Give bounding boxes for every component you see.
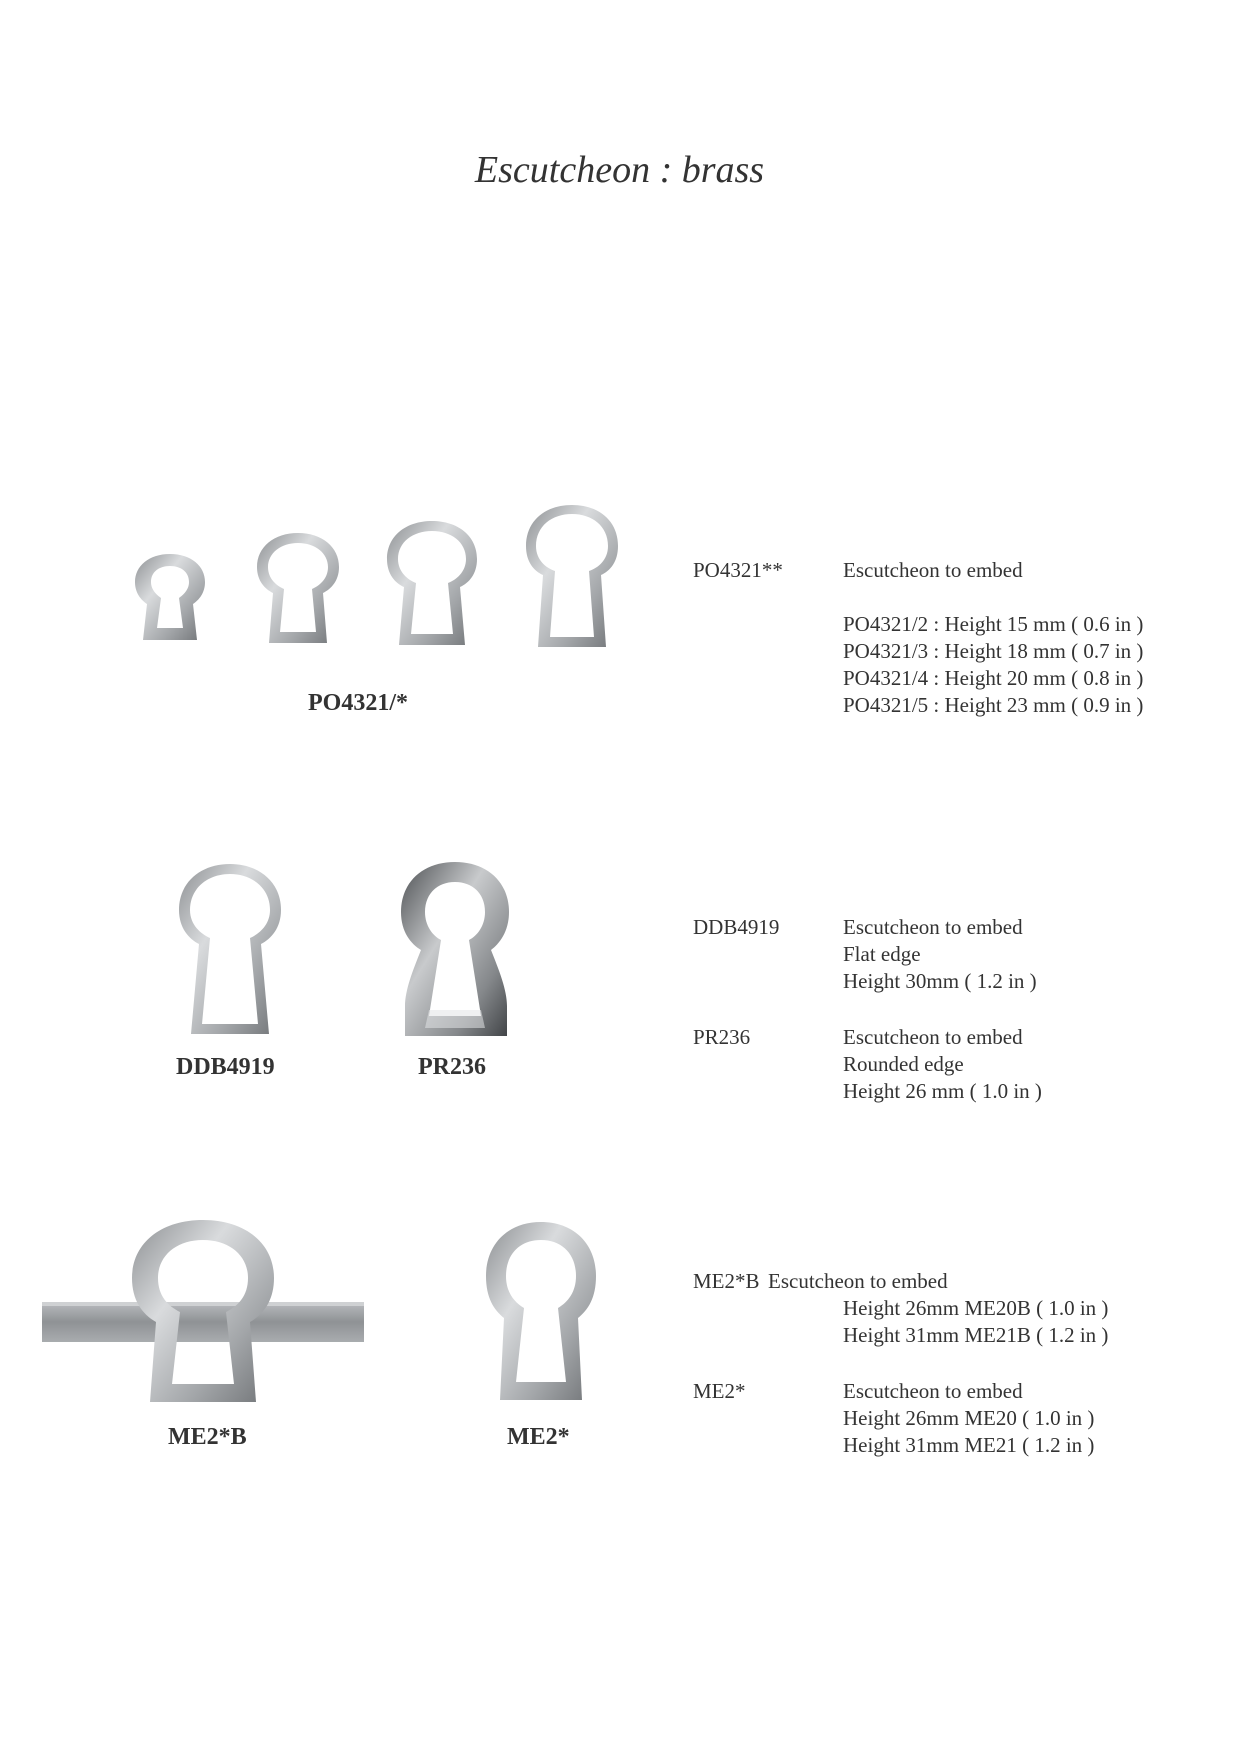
me2b-code: ME2*B bbox=[693, 1269, 760, 1293]
ddb4919-caption: DDB4919 bbox=[176, 1054, 275, 1080]
ddb4919-line-3: Height 30mm ( 1.2 in ) bbox=[843, 969, 1037, 993]
po4321-line-3: PO4321/3 : Height 18 mm ( 0.7 in ) bbox=[843, 639, 1144, 663]
po4321-size3-image bbox=[255, 531, 341, 645]
me2-image bbox=[484, 1220, 598, 1402]
me2b-line-2: Height 31mm ME21B ( 1.2 in ) bbox=[843, 1323, 1109, 1347]
po4321-size4-image bbox=[385, 519, 479, 647]
po4321-size5-image bbox=[524, 503, 620, 649]
pr236-line-1: Escutcheon to embed bbox=[843, 1025, 1023, 1049]
pr236-line-3: Height 26 mm ( 1.0 in ) bbox=[843, 1079, 1042, 1103]
me2b-caption: ME2*B bbox=[168, 1424, 247, 1450]
po4321-line-2: PO4321/2 : Height 15 mm ( 0.6 in ) bbox=[843, 612, 1144, 636]
ddb4919-line-1: Escutcheon to embed bbox=[843, 915, 1023, 939]
po4321-line-1: Escutcheon to embed bbox=[843, 558, 1023, 582]
me2b-image bbox=[42, 1218, 364, 1404]
po4321-line-4: PO4321/4 : Height 20 mm ( 0.8 in ) bbox=[843, 666, 1144, 690]
pr236-code: PR236 bbox=[693, 1025, 751, 1049]
me2-caption: ME2* bbox=[507, 1424, 570, 1450]
pr236-line-2: Rounded edge bbox=[843, 1052, 964, 1076]
pr236-description bbox=[843, 1024, 1042, 1105]
me2b-line-1: Height 26mm ME20B ( 1.0 in ) bbox=[843, 1296, 1109, 1320]
po4321-size2-image bbox=[133, 552, 207, 642]
me2-code: ME2* bbox=[693, 1379, 746, 1403]
me2-line-3: Height 31mm ME21 ( 1.2 in ) bbox=[843, 1433, 1095, 1457]
po4321-caption: PO4321/* bbox=[308, 690, 408, 716]
po4321-description bbox=[843, 557, 1143, 719]
me2b-description bbox=[843, 1295, 1108, 1349]
pr236-image bbox=[399, 860, 511, 1038]
ddb4919-image bbox=[177, 862, 283, 1036]
ddb4919-description bbox=[843, 914, 1037, 995]
me2-description bbox=[843, 1378, 1094, 1459]
pr236-caption: PR236 bbox=[418, 1054, 486, 1080]
ddb4919-code: DDB4919 bbox=[693, 915, 780, 939]
me2-line-2: Height 26mm ME20 ( 1.0 in ) bbox=[843, 1406, 1095, 1430]
page-title: Escutcheon : brass bbox=[474, 149, 765, 191]
po4321-line-5: PO4321/5 : Height 23 mm ( 0.9 in ) bbox=[843, 693, 1144, 717]
me2-line-1: Escutcheon to embed bbox=[843, 1379, 1023, 1403]
ddb4919-line-2: Flat edge bbox=[843, 942, 921, 966]
me2b-first-line: Escutcheon to embed bbox=[768, 1269, 948, 1293]
po4321-code: PO4321** bbox=[693, 558, 783, 582]
